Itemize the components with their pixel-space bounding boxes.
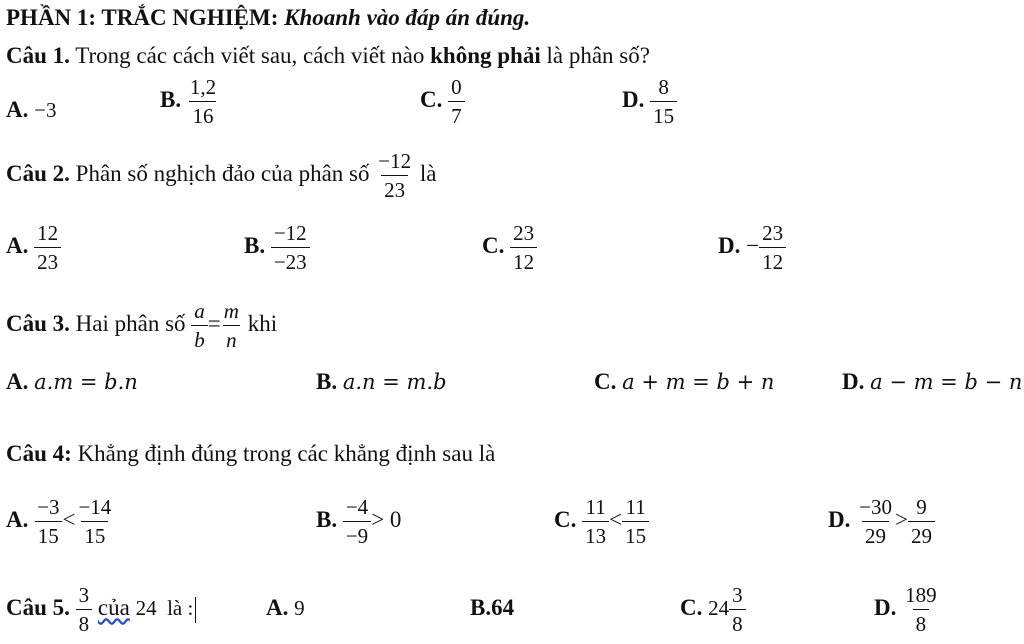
numerator: 23: [513, 221, 535, 245]
q1-b-fraction: [187, 76, 219, 127]
q1-option-a[interactable]: [6, 96, 56, 124]
q5-option-b[interactable]: [470, 594, 514, 622]
denominator: 15: [622, 521, 649, 547]
denominator: 29: [908, 521, 935, 547]
q3-label: Câu 3.: [6, 310, 70, 336]
q5-a-label: A.: [266, 595, 289, 620]
denominator: n: [223, 325, 240, 351]
denominator: 8: [913, 609, 930, 635]
denominator: −23: [271, 247, 310, 273]
numerator: 3: [732, 583, 743, 607]
q3-stem: [6, 300, 277, 351]
q1-option-b[interactable]: [160, 76, 219, 127]
q2-d-fraction: [759, 222, 786, 273]
q4-b-operator: > 0: [371, 506, 402, 532]
q4-a-left-fraction: [34, 496, 62, 547]
q3-c-expr: a + m = b + n: [622, 370, 775, 394]
denominator: 15: [35, 521, 62, 547]
q3-text-post: khi: [247, 310, 278, 336]
q1-option-d[interactable]: [622, 76, 677, 127]
text-cursor: [195, 597, 196, 623]
q5-fraction: [76, 584, 93, 635]
denominator: 23: [381, 175, 408, 201]
numerator: 11: [625, 495, 646, 519]
q2-text: Phân số nghịch đảo của phân số: [75, 160, 370, 186]
numerator: a: [194, 299, 205, 323]
q1-c-label: C.: [420, 86, 443, 112]
q5-c-label: C.: [680, 594, 703, 620]
q1-b-label: B.: [160, 86, 182, 112]
q3-c-label: C.: [594, 369, 617, 394]
denominator: 15: [650, 101, 677, 127]
q2-label: Câu 2.: [6, 160, 70, 186]
q4-c-label: C.: [554, 506, 577, 532]
numerator: −4: [345, 495, 369, 519]
numerator: −12: [378, 149, 412, 173]
q3-option-a[interactable]: [6, 368, 138, 396]
numerator: −3: [37, 495, 60, 519]
q1-label: Câu 1.: [6, 43, 70, 68]
q5-rest: 24 là :: [135, 595, 194, 620]
denominator: 15: [81, 521, 108, 547]
q2-option-c[interactable]: [482, 222, 537, 273]
q2-option-d[interactable]: [718, 222, 786, 273]
q2-a-fraction: [34, 222, 61, 273]
numerator: −30: [859, 495, 892, 519]
q3-option-b[interactable]: [316, 368, 447, 396]
instruction-text: Khoanh vào đáp án đúng.: [284, 5, 531, 30]
numerator: 8: [658, 75, 669, 99]
q4-d-right-fraction: [908, 496, 935, 547]
numerator: 1,2: [189, 75, 217, 99]
q1-text-pre: Trong các cách viết sau, cách viết nào: [75, 43, 425, 68]
q2-text-post: là: [419, 160, 437, 186]
q3-option-c[interactable]: [594, 368, 774, 396]
q4-label: Câu 4:: [6, 441, 72, 466]
denominator: 12: [759, 247, 786, 273]
section-title: PHẦN 1: TRẮC NGHIỆM:: [6, 5, 279, 30]
q1-stem: [6, 42, 650, 70]
q1-a-label: A.: [6, 97, 29, 122]
denominator: 7: [448, 101, 465, 127]
q5-option-a[interactable]: [266, 594, 305, 622]
q2-d-sign: −: [746, 232, 760, 258]
numerator: 189: [905, 583, 937, 607]
q3-b-expr: a.n = m.b: [342, 370, 447, 394]
denominator: 12: [510, 247, 537, 273]
q3-equals: =: [207, 310, 221, 336]
numerator: 0: [451, 75, 462, 99]
denominator: 8: [76, 609, 93, 635]
q3-d-label: D.: [842, 369, 865, 394]
numerator: m: [223, 299, 239, 323]
q5-label: Câu 5.: [6, 594, 70, 620]
q2-c-label: C.: [482, 232, 505, 258]
q4-option-d[interactable]: [828, 496, 935, 547]
q5-stem: [6, 584, 196, 635]
q4-d-left-fraction: [856, 496, 895, 547]
q2-stem: [6, 150, 436, 201]
q1-text-post: là phân số?: [546, 43, 650, 68]
q2-a-label: A.: [6, 232, 29, 258]
section-heading: [6, 4, 530, 32]
q1-a-value: −3: [34, 98, 57, 122]
q3-fraction-ab: [191, 300, 208, 351]
q2-option-b[interactable]: [244, 222, 310, 273]
numerator: 23: [762, 221, 784, 245]
q5-c-whole: 24: [708, 595, 730, 620]
q1-text-bold: không phải: [430, 43, 541, 68]
q4-d-label: D.: [828, 506, 851, 532]
q4-option-a[interactable]: [6, 496, 114, 547]
q4-d-operator: >: [894, 506, 908, 532]
q2-fraction: [375, 150, 414, 201]
q5-a-value: 9: [294, 596, 305, 620]
q3-fraction-mn: [221, 300, 242, 351]
numerator: 12: [37, 221, 59, 245]
denominator: 8: [729, 609, 746, 635]
q3-text: Hai phân số: [75, 310, 186, 336]
q5-c-fraction: [729, 584, 746, 635]
q4-c-right-fraction: [622, 496, 649, 547]
q2-option-a[interactable]: [6, 222, 61, 273]
denominator: 23: [34, 247, 61, 273]
q3-option-d[interactable]: [842, 368, 1022, 396]
q5-d-fraction: [902, 584, 940, 635]
q5-option-c[interactable]: [680, 584, 746, 635]
q3-b-label: B.: [316, 369, 338, 394]
numerator: 9: [916, 495, 927, 519]
q3-a-label: A.: [6, 369, 29, 394]
q2-d-label: D.: [718, 232, 741, 258]
denominator: 16: [189, 101, 216, 127]
q2-b-label: B.: [244, 232, 266, 258]
q3-a-expr: a.m = b.n: [34, 370, 138, 394]
q4-b-label: B.: [316, 506, 338, 532]
q1-d-label: D.: [622, 86, 645, 112]
q1-option-c[interactable]: [420, 76, 465, 127]
q4-text: Khẳng định đúng trong các khẳng định sau là: [77, 441, 496, 466]
q4-a-right-fraction: [75, 496, 114, 547]
q1-d-fraction: [650, 76, 677, 127]
denominator: 13: [582, 521, 609, 547]
q5-option-d[interactable]: [874, 584, 940, 635]
q4-a-operator: <: [62, 506, 76, 532]
denominator: 29: [862, 521, 889, 547]
denominator: −9: [343, 521, 371, 547]
q4-b-fraction: [343, 496, 371, 547]
q4-c-left-fraction: [582, 496, 609, 547]
q4-a-label: A.: [6, 506, 29, 532]
q4-option-c[interactable]: [554, 496, 649, 547]
denominator: b: [191, 325, 208, 351]
numerator: −14: [78, 495, 112, 519]
q5-cua: của: [97, 594, 130, 620]
q4-option-b[interactable]: [316, 496, 401, 547]
q4-c-operator: <: [609, 506, 623, 532]
q5-b-label: B.64: [470, 595, 515, 620]
q1-c-fraction: [448, 76, 465, 127]
section-instruction: [284, 5, 530, 30]
numerator: −12: [273, 221, 307, 245]
q2-b-fraction: [271, 222, 310, 273]
q2-c-fraction: [510, 222, 537, 273]
q4-stem: [6, 440, 495, 468]
q5-d-label: D.: [874, 594, 897, 620]
numerator: 11: [585, 495, 606, 519]
q3-d-expr: a − m = b − n: [870, 370, 1023, 394]
numerator: 3: [78, 583, 90, 607]
